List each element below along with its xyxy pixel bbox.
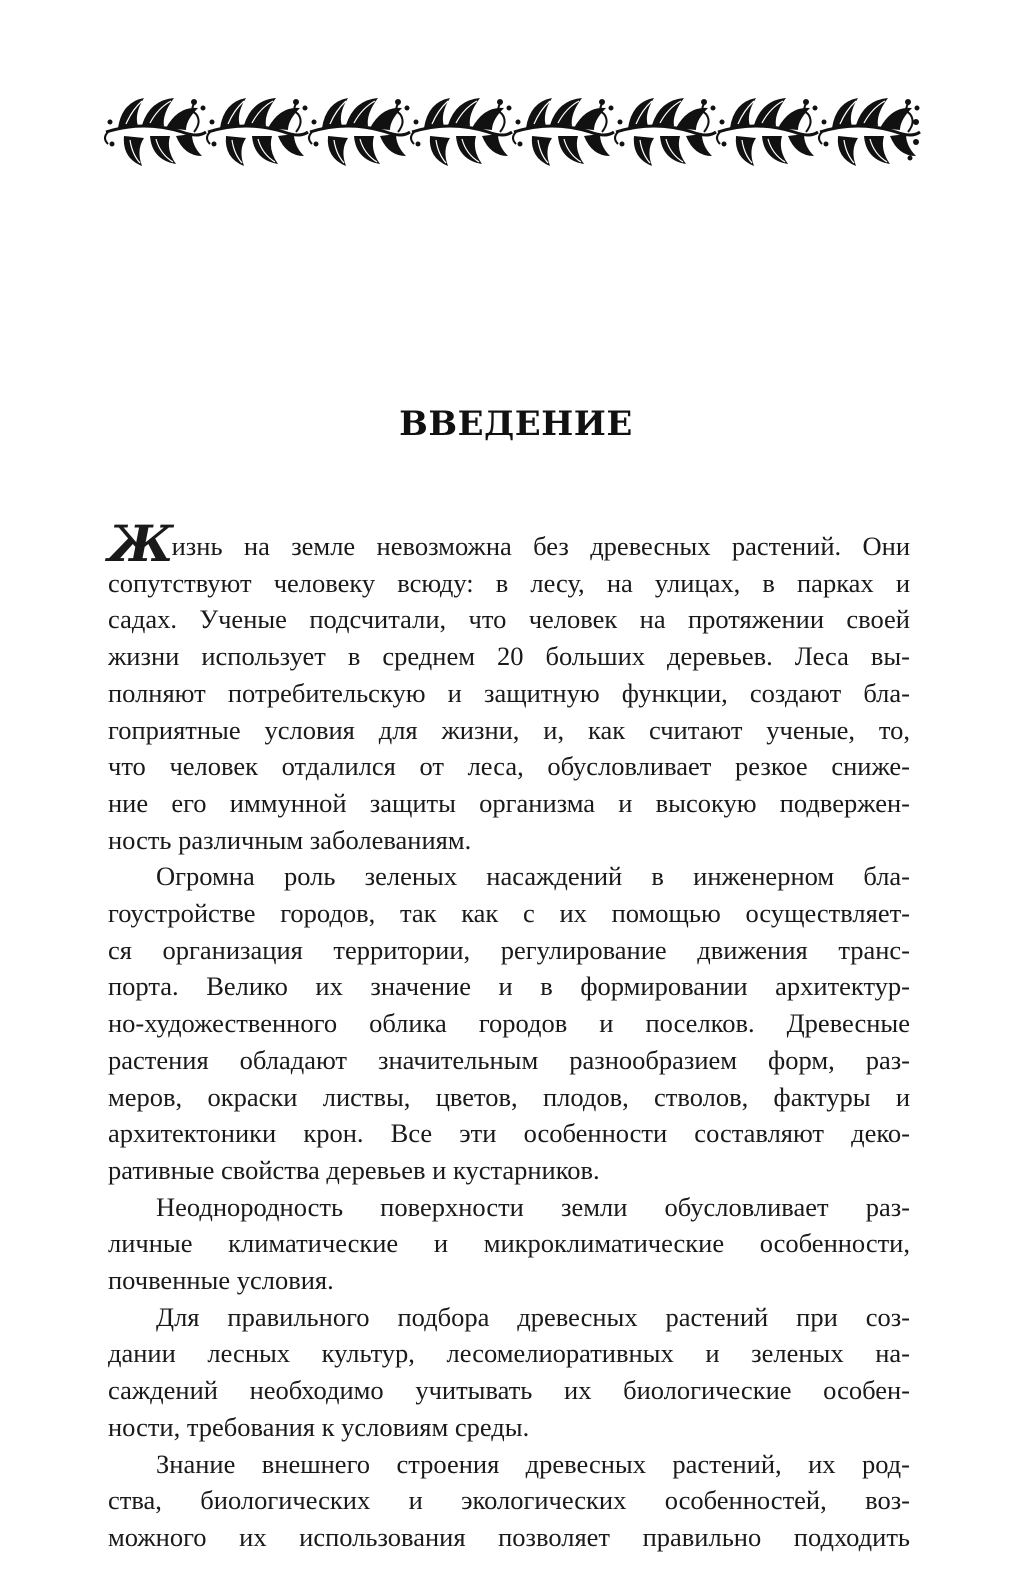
paragraph-line: архитектоники крон. Все эти особенности составляют деко- bbox=[108, 1118, 910, 1149]
paragraph-5 bbox=[108, 1446, 910, 1556]
paragraph-line: жизни использует в среднем 20 больших деревьев. Леса вы- bbox=[108, 641, 910, 672]
paragraph-line: Огромна роль зеленых насаждений в инженерном бла- bbox=[156, 861, 910, 892]
paragraph-line: ративные свойства деревьев и кустарников. bbox=[108, 1154, 600, 1185]
paragraph-line: Знание внешнего строения древесных растений, их род- bbox=[156, 1448, 910, 1479]
paragraph-line: что человек отдалился от леса, обусловливает резкое сниже- bbox=[108, 751, 910, 782]
paragraph-line: сопутствуют человеку всюду: в лесу, на улицах, в парках и bbox=[108, 567, 910, 598]
paragraph-line: ства, биологических и экологических особенностей, воз- bbox=[108, 1485, 910, 1516]
drop-cap: Ж bbox=[108, 514, 172, 573]
paragraph-line: личные климатические и микроклиматические особенности, bbox=[108, 1228, 910, 1259]
paragraph-line: дании лесных культур, лесомелиоративных и зеленых на- bbox=[108, 1338, 910, 1369]
paragraph-line: Жизнь на земле невозможна без древесных растений. Они bbox=[108, 514, 910, 573]
paragraph-4 bbox=[108, 1299, 910, 1446]
paragraph-1 bbox=[108, 514, 910, 858]
paragraph-line: гоустройстве городов, так как с их помощью осуществляет- bbox=[108, 898, 910, 929]
paragraph-line: ние его иммунной защиты организма и высокую подвержен- bbox=[108, 787, 910, 818]
paragraph-3 bbox=[108, 1189, 910, 1299]
paragraph-line: растения обладают значительным разнообразием форм, раз- bbox=[108, 1044, 910, 1075]
paragraph-line: садах. Ученые подсчитали, что человек на протяжении своей bbox=[108, 604, 910, 635]
paragraph-line: ность различным заболеваниям. bbox=[108, 824, 472, 855]
paragraph-line: саждений необходимо учитывать их биологические особен- bbox=[108, 1375, 910, 1406]
chapter-heading: ВВЕДЕНИЕ bbox=[399, 404, 633, 444]
paragraph-line: Для правильного подбора древесных растений при соз- bbox=[156, 1301, 910, 1332]
paragraph-line: ности, требования к условиям среды. bbox=[108, 1411, 530, 1442]
paragraph-line: ся организация территории, регулирование движения транс- bbox=[108, 934, 910, 965]
paragraph-line: можного их использования позволяет правильно подходить bbox=[108, 1521, 910, 1552]
paragraph-line: полняют потребительскую и защитную функции, создают бла- bbox=[108, 677, 910, 708]
paragraph-line: порта. Велико их значение и в формировании архитектур- bbox=[108, 971, 910, 1002]
paragraph-2 bbox=[108, 858, 910, 1188]
leaf-vine-border-icon bbox=[104, 92, 922, 170]
paragraph-line: Неоднородность поверхности земли обусловливает раз- bbox=[156, 1191, 910, 1222]
body-text bbox=[108, 514, 910, 1556]
ornament-border bbox=[104, 92, 922, 170]
paragraph-line: но-художественного облика городов и поселков. Древесные bbox=[108, 1008, 910, 1039]
paragraph-line: почвенные условия. bbox=[108, 1265, 334, 1296]
paragraph-line: гоприятные условия для жизни, и, как считают ученые, то, bbox=[108, 714, 910, 745]
paragraph-line: меров, окраски листвы, цветов, плодов, стволов, фактуры и bbox=[108, 1081, 910, 1112]
